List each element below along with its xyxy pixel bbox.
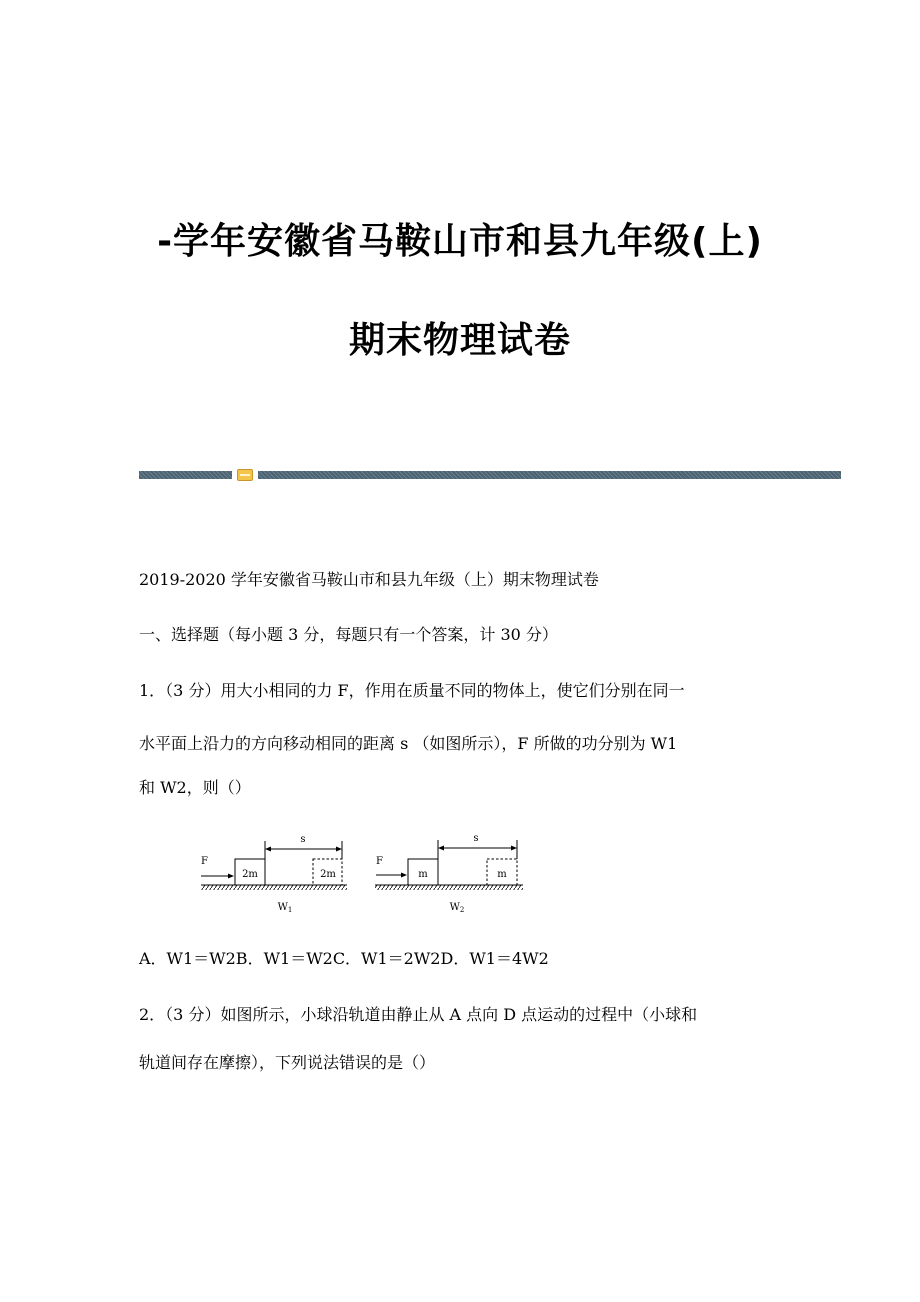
force-arrowhead-left [228,874,234,879]
block-end-right-label: m [497,869,507,880]
distance-label-right: s [473,833,479,844]
question-1-options: A．W1＝W2B．W1＝W2C．W1＝2W2D．W1＝4W2 [139,949,549,968]
force-label-right: F [376,856,383,867]
document-title-line-1: -学年安徽省马鞍山市和县九年级(上) [157,221,763,262]
figure-right-panel [375,833,523,914]
caption-left: $W_1$ [277,902,293,914]
block-start-left-label: 2m [242,869,258,880]
force-arrowhead-right [401,873,407,878]
figure-left-panel [201,834,347,914]
force-label-left: F [201,856,208,867]
document-title-line-2: 期末物理试卷 [348,320,571,361]
distance-arrowhead-left-a [265,847,271,852]
ground-hatch-right [375,885,523,890]
question-1-line-1: 1．（3 分）用大小相同的力 F，作用在质量不同的物体上，使它们分别在同一 [139,681,685,700]
distance-arrowhead-right-a [438,846,444,851]
distance-arrowhead-left-b [336,847,342,852]
question-1-figure [195,828,540,920]
distance-arrowhead-right-b [511,846,517,851]
ground-hatch-left [201,885,347,890]
divider-ornament-icon [237,469,253,481]
distance-label-left: s [300,834,306,845]
question-1-line-3: 和 W2，则（） [139,778,251,797]
section-heading: 一、选择题（每小题 3 分，每题只有一个答案，计 30 分） [139,625,558,644]
block-start-right-label: m [418,869,428,880]
divider-bar-left [139,471,232,479]
question-1-line-2: 水平面上沿力的方向移动相同的距离 s （如图所示），F 所做的功分别为 W1 [139,734,678,753]
question-2-line-1: 2．（3 分）如图所示，小球沿轨道由静止从 A 点向 D 点运动的过程中（小球和 [139,1005,698,1024]
block-end-left-label: 2m [320,869,336,880]
exam-header: 2019-2020 学年安徽省马鞍山市和县九年级（上）期末物理试卷 [139,570,599,589]
caption-right: $W_2$ [449,902,465,914]
divider-bar-right [258,471,841,479]
question-2-line-2: 轨道间存在摩擦），下列说法错误的是（） [139,1053,436,1072]
